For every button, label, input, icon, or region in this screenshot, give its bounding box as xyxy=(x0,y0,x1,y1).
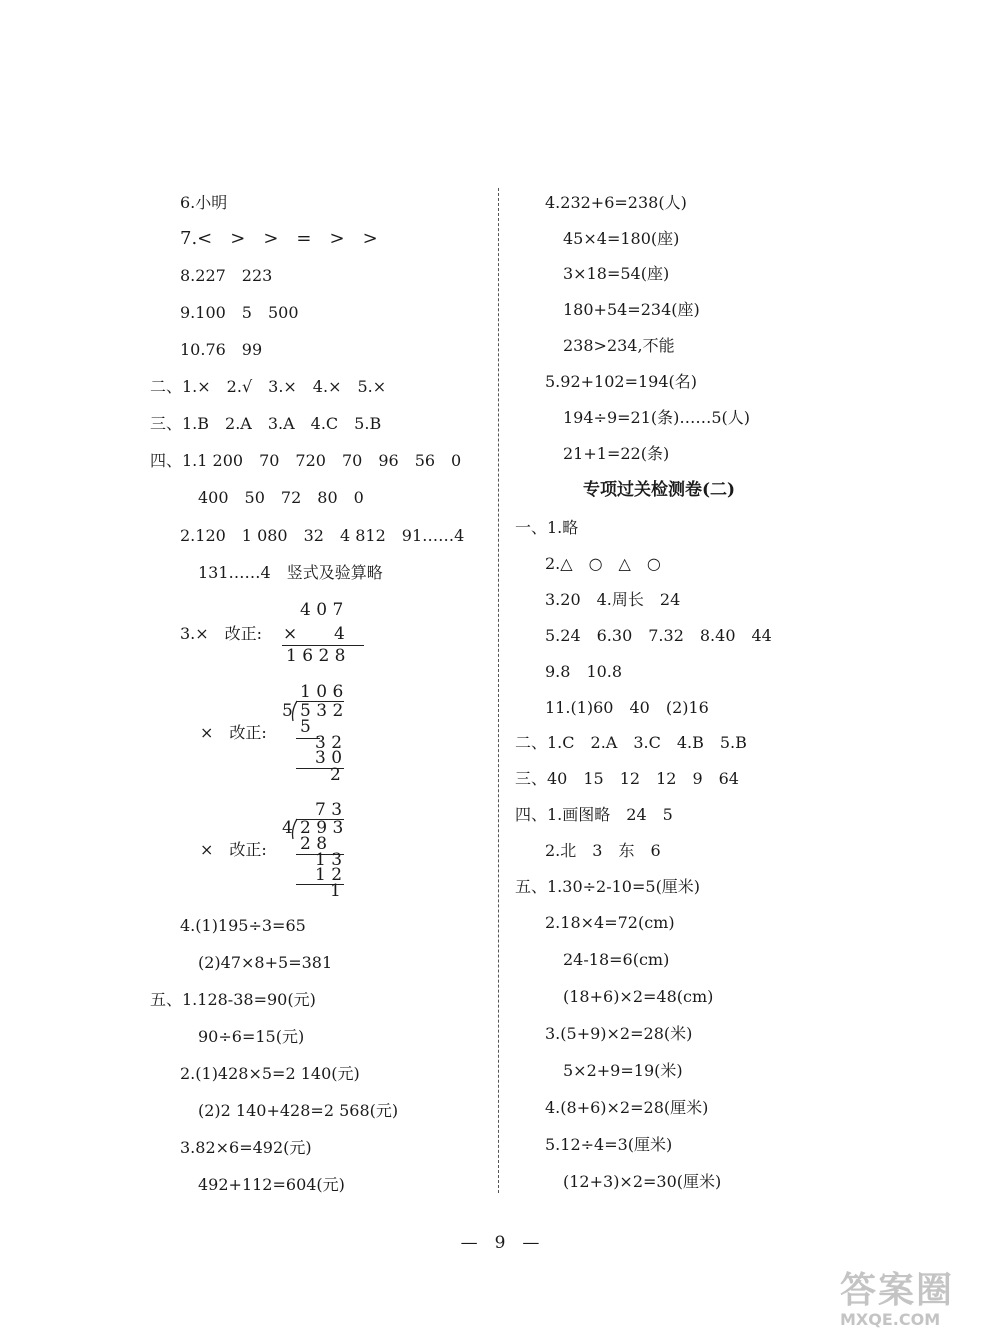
div2-dividend: 2 9 3 xyxy=(300,818,344,838)
div1-quotient: 1 0 6 xyxy=(300,682,344,702)
section-4-q1-line2: 400 50 72 80 0 xyxy=(198,488,364,507)
column-divider xyxy=(498,188,499,1193)
div2-step3: 1 2 xyxy=(315,865,343,885)
mult-times-sign: × xyxy=(283,624,298,644)
section-4-q4-part2: (2)47×8+5=381 xyxy=(198,953,333,972)
right-q4-line4: 180+54=234(座) xyxy=(563,300,700,319)
r-section-2: 二、1.C 2.A 3.C 4.B 5.B xyxy=(515,733,747,752)
right-q5-line3: 21+1=22(条) xyxy=(563,444,670,463)
section-5-q1-line1: 五、1.128-38=90(元) xyxy=(150,990,316,1009)
right-q4-line1: 4.232+6=238(人) xyxy=(545,193,687,212)
right-q4-line5: 238>234,不能 xyxy=(563,336,675,355)
r-section-5-q5-line2: (12+3)×2=30(厘米) xyxy=(563,1172,722,1191)
section-4-q2-line1: 2.120 1 080 32 4 812 91……4 xyxy=(180,526,465,545)
div1-label: × 改正: xyxy=(200,723,267,742)
page-number: — 9 — xyxy=(460,1233,540,1253)
answer-q9: 9.100 5 500 xyxy=(180,303,299,322)
mult-multiplicand: 4 0 7 xyxy=(300,600,344,620)
watermark-logo xyxy=(840,1271,990,1331)
r-section-4-q1: 四、1.画图略 24 5 xyxy=(515,805,673,824)
answer-q8: 8.227 223 xyxy=(180,266,273,285)
watermark-bottom: MXQE.COM xyxy=(840,1310,941,1329)
section-4-q1-line1: 四、1.1 200 70 720 70 96 56 0 xyxy=(150,451,462,470)
r-section-3: 三、40 15 12 12 9 64 xyxy=(515,769,739,788)
section-3-answers: 三、1.B 2.A 3.A 4.C 5.B xyxy=(150,414,382,433)
right-q4-line2: 45×4=180(座) xyxy=(563,229,680,248)
r-section-1-q2: 2.△ ○ △ ○ xyxy=(545,554,661,573)
section-5-q3-line1: 3.82×6=492(元) xyxy=(180,1138,312,1157)
div2-quotient: 7 3 xyxy=(315,800,343,820)
mult-multiplier: 4 xyxy=(334,624,345,644)
div2-label: × 改正: xyxy=(200,840,267,859)
div1-dividend: 5 3 2 xyxy=(300,701,344,721)
r-section-5-q1: 五、1.30÷2-10=5(厘米) xyxy=(515,877,701,896)
section-4-q2-line2: 131……4 竖式及验算略 xyxy=(198,563,383,582)
section-heading: 专项过关检测卷(二) xyxy=(583,480,736,500)
right-q4-line3: 3×18=54(座) xyxy=(563,264,670,283)
r-section-5-q4: 4.(8+6)×2=28(厘米) xyxy=(545,1098,709,1117)
section-5-q1-line2: 90÷6=15(元) xyxy=(198,1027,305,1046)
r-section-5-q2-line3: (18+6)×2=48(cm) xyxy=(563,987,714,1006)
section-4-q4-part1: 4.(1)195÷3=65 xyxy=(180,916,306,935)
r-section-1-q3: 3.20 4.周长 24 xyxy=(545,590,681,609)
section-5-q2-line1: 2.(1)428×5=2 140(元) xyxy=(180,1064,360,1083)
watermark-top: 答案圈 xyxy=(840,1270,955,1311)
r-section-1-q5: 5.24 6.30 7.32 8.40 44 xyxy=(545,626,772,645)
r-section-5-q2-line1: 2.18×4=72(cm) xyxy=(545,913,675,932)
r-section-5-q3-line2: 5×2+9=19(米) xyxy=(563,1061,683,1080)
div2-step2: 1 3 xyxy=(315,850,343,870)
right-q5-line2: 194÷9=21(条)……5(人) xyxy=(563,408,751,427)
answer-q6: 6.小明 xyxy=(180,193,228,212)
div1-remainder: 2 xyxy=(330,765,341,785)
answer-q10: 10.76 99 xyxy=(180,340,263,359)
right-q5-line1: 5.92+102=194(名) xyxy=(545,372,698,391)
r-section-1-q11: 11.(1)60 40 (2)16 xyxy=(545,698,709,717)
div2-divisor: 4 xyxy=(282,818,293,838)
r-section-5-q2-line2: 24-18=6(cm) xyxy=(563,950,670,969)
section-2-answers: 二、1.× 2.√ 3.× 4.× 5.× xyxy=(150,377,387,396)
section-5-q3-line2: 492+112=604(元) xyxy=(198,1175,345,1194)
mult-product: 1 6 2 8 xyxy=(286,646,346,666)
div2-step1: 2 8 xyxy=(300,834,328,854)
div1-step2: 3 2 xyxy=(315,733,343,753)
div2-remainder: 1 xyxy=(330,881,341,901)
section-5-q2-line2: (2)2 140+428=2 568(元) xyxy=(198,1101,399,1120)
r-section-4-q2: 2.北 3 东 6 xyxy=(545,841,661,860)
r-section-5-q3-line1: 3.(5+9)×2=28(米) xyxy=(545,1024,693,1043)
div1-step3: 3 0 xyxy=(315,748,343,768)
r-section-1-q9: 9.8 10.8 xyxy=(545,662,623,681)
div1-step1: 5 xyxy=(300,717,311,737)
r-section-5-q5-line1: 5.12÷4=3(厘米) xyxy=(545,1135,673,1154)
r-section-1-q1: 一、1.略 xyxy=(515,518,579,537)
div1-divisor: 5 xyxy=(282,701,293,721)
answer-q7: 7.< > > = > > xyxy=(180,228,378,249)
section-4-q3-label: 3.× 改正: xyxy=(180,624,263,643)
